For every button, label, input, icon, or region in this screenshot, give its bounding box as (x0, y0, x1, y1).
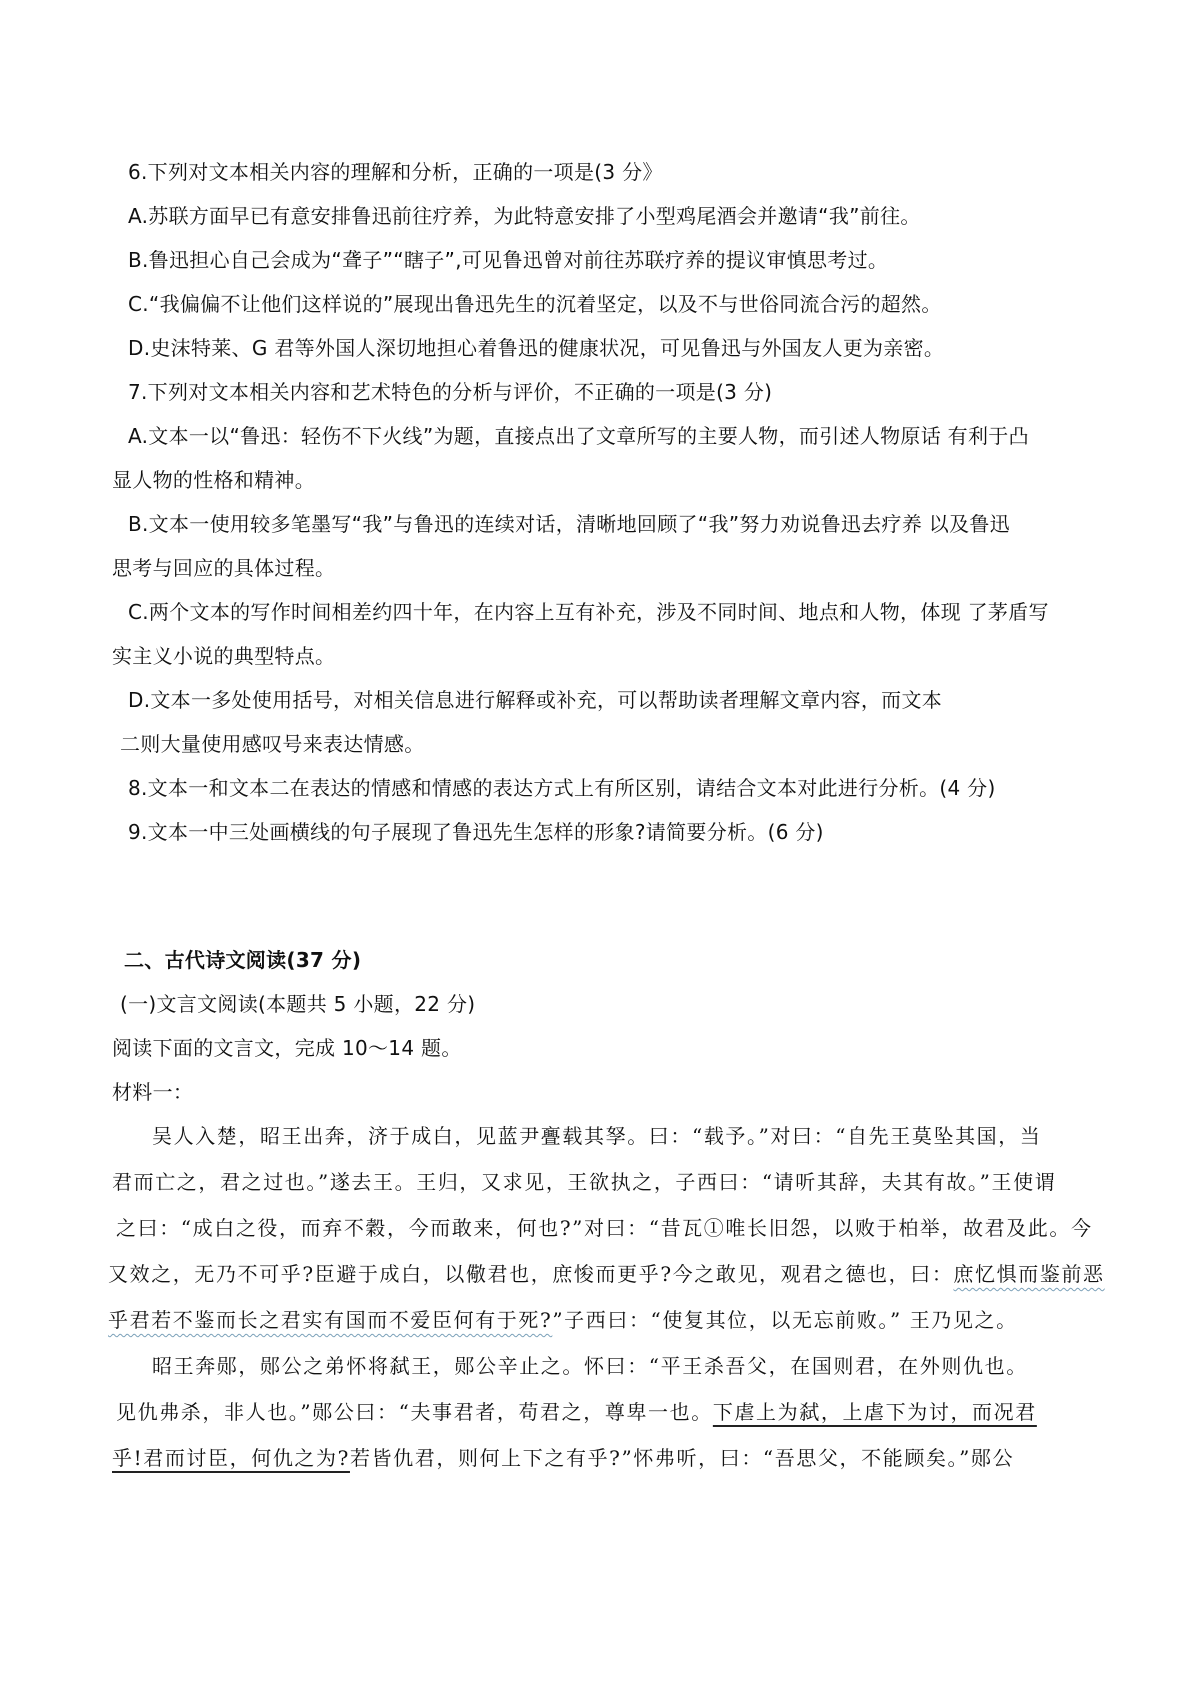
q7-stem: 7.下列对文本相关内容和艺术特色的分析与评价，不正确的一项是(3 分) (128, 380, 773, 404)
material-label: 材料一： (112, 1080, 194, 1104)
passage-text: 又效之，无乃不可乎?臣避于成白，以儆君也，庶悛而更乎?今之敢见，观君之德也，曰： (108, 1262, 954, 1286)
passage-text: ”子西曰：“使复其位，以无忘前败。” 王乃见之。 (552, 1308, 1018, 1332)
underlined-sentence: 下虐上为弑，上虐下为讨，而况君 (712, 1400, 1037, 1424)
passage-line: 昭王奔郧，郧公之弟怀将弑王，郧公辛止之。怀曰：“平王杀吾父，在国则君，在外则仇也。 (152, 1354, 1028, 1378)
wavy-underlined-sentence: 庶忆惧而鉴前恶 (953, 1262, 1105, 1286)
passage-line (108, 1260, 1105, 1288)
passage-line: 君而亡之，君之过也。”遂去王。王归，又求见，王欲执之，子西曰：“请听其辞，夫其有故。”王使谓 (112, 1170, 1057, 1194)
subsection-title: (一)文言文阅读(本题共 5 小题，22 分) (120, 992, 476, 1016)
underlined-sentence: 乎!君而讨臣，何仇之为? (112, 1446, 350, 1470)
passage-line (112, 1444, 1014, 1472)
q6-option-b: B.鲁迅担心自己会成为“聋子”“瞎子”,可见鲁迅曾对前往苏联疗养的提议审慎思考过。 (128, 248, 889, 272)
q9-question: 9.文本一中三处画横线的句子展现了鲁迅先生怎样的形象?请简要分析。(6 分) (128, 820, 824, 844)
q7-option-b-line1: B.文本一使用较多笔墨写“我”与鲁迅的连续对话，清晰地回顾了“我”努力劝说鲁迅去疗养 以及鲁迅 (128, 512, 1010, 536)
reading-instruction: 阅读下面的文言文，完成 10～14 题。 (112, 1036, 462, 1060)
q7-option-c-line1: C.两个文本的写作时间相差约四十年，在内容上互有补充，涉及不同时间、地点和人物，体现 了茅盾写 (128, 600, 1049, 624)
q7-option-b-line2: 思考与回应的具体过程。 (112, 556, 336, 580)
section-title: 二、古代诗文阅读(37 分) (124, 948, 362, 972)
passage-line: 吴人入楚，昭王出奔，济于成白，见蓝尹亹载其孥。曰：“载予。”对曰：“自先王莫坠其国，当 (152, 1124, 1042, 1148)
q7-option-c-line2: 实主义小说的典型特点。 (112, 644, 336, 668)
passage-line (116, 1398, 1037, 1426)
q7-option-a-line2: 显人物的性格和精神。 (112, 468, 315, 492)
q7-option-a-line1: A.文本一以“鲁迅：轻伤不下火线”为题，直接点出了文章所写的主要人物，而引述人物原话 有利于凸 (128, 424, 1029, 448)
q7-option-d-line2: 二则大量使用感叹号来表达情感。 (120, 732, 425, 756)
passage-text: 见仇弗杀，非人也。”郧公曰：“夫事君者，苟君之，尊卑一也。 (116, 1400, 713, 1424)
q7-option-d-line1: D.文本一多处使用括号，对相关信息进行解释或补充，可以帮助读者理解文章内容，而文本 (128, 688, 943, 712)
passage-line (108, 1306, 1018, 1334)
q6-stem: 6.下列对文本相关内容的理解和分析，正确的一项是(3 分》 (128, 160, 663, 184)
q6-option-d: D.史沫特莱、G 君等外国人深切地担心着鲁迅的健康状况，可见鲁迅与外国友人更为亲密。 (128, 336, 945, 360)
q6-option-c: C.“我偏偏不让他们这样说的”展现出鲁迅先生的沉着坚定，以及不与世俗同流合污的超然。 (128, 292, 942, 316)
q8-question: 8.文本一和文本二在表达的情感和情感的表达方式上有所区别，请结合文本对此进行分析。(4 分) (128, 776, 996, 800)
passage-line: 之曰：“成白之役，而弃不穀，今而敢来，何也?”对曰：“昔瓦①唯长旧怨，以败于柏举，故君及此。今 (116, 1216, 1093, 1240)
wavy-underlined-sentence: 乎君若不鉴而长之君实有国而不爱臣何有于死? (108, 1308, 553, 1332)
passage-text: 若皆仇君，则何上下之有乎?”怀弗听，曰：“吾思父，不能顾矣。”郧公 (349, 1446, 1015, 1470)
q6-option-a: A.苏联方面早已有意安排鲁迅前往疗养，为此特意安排了小型鸡尾酒会并邀请“我”前往。 (128, 204, 921, 228)
